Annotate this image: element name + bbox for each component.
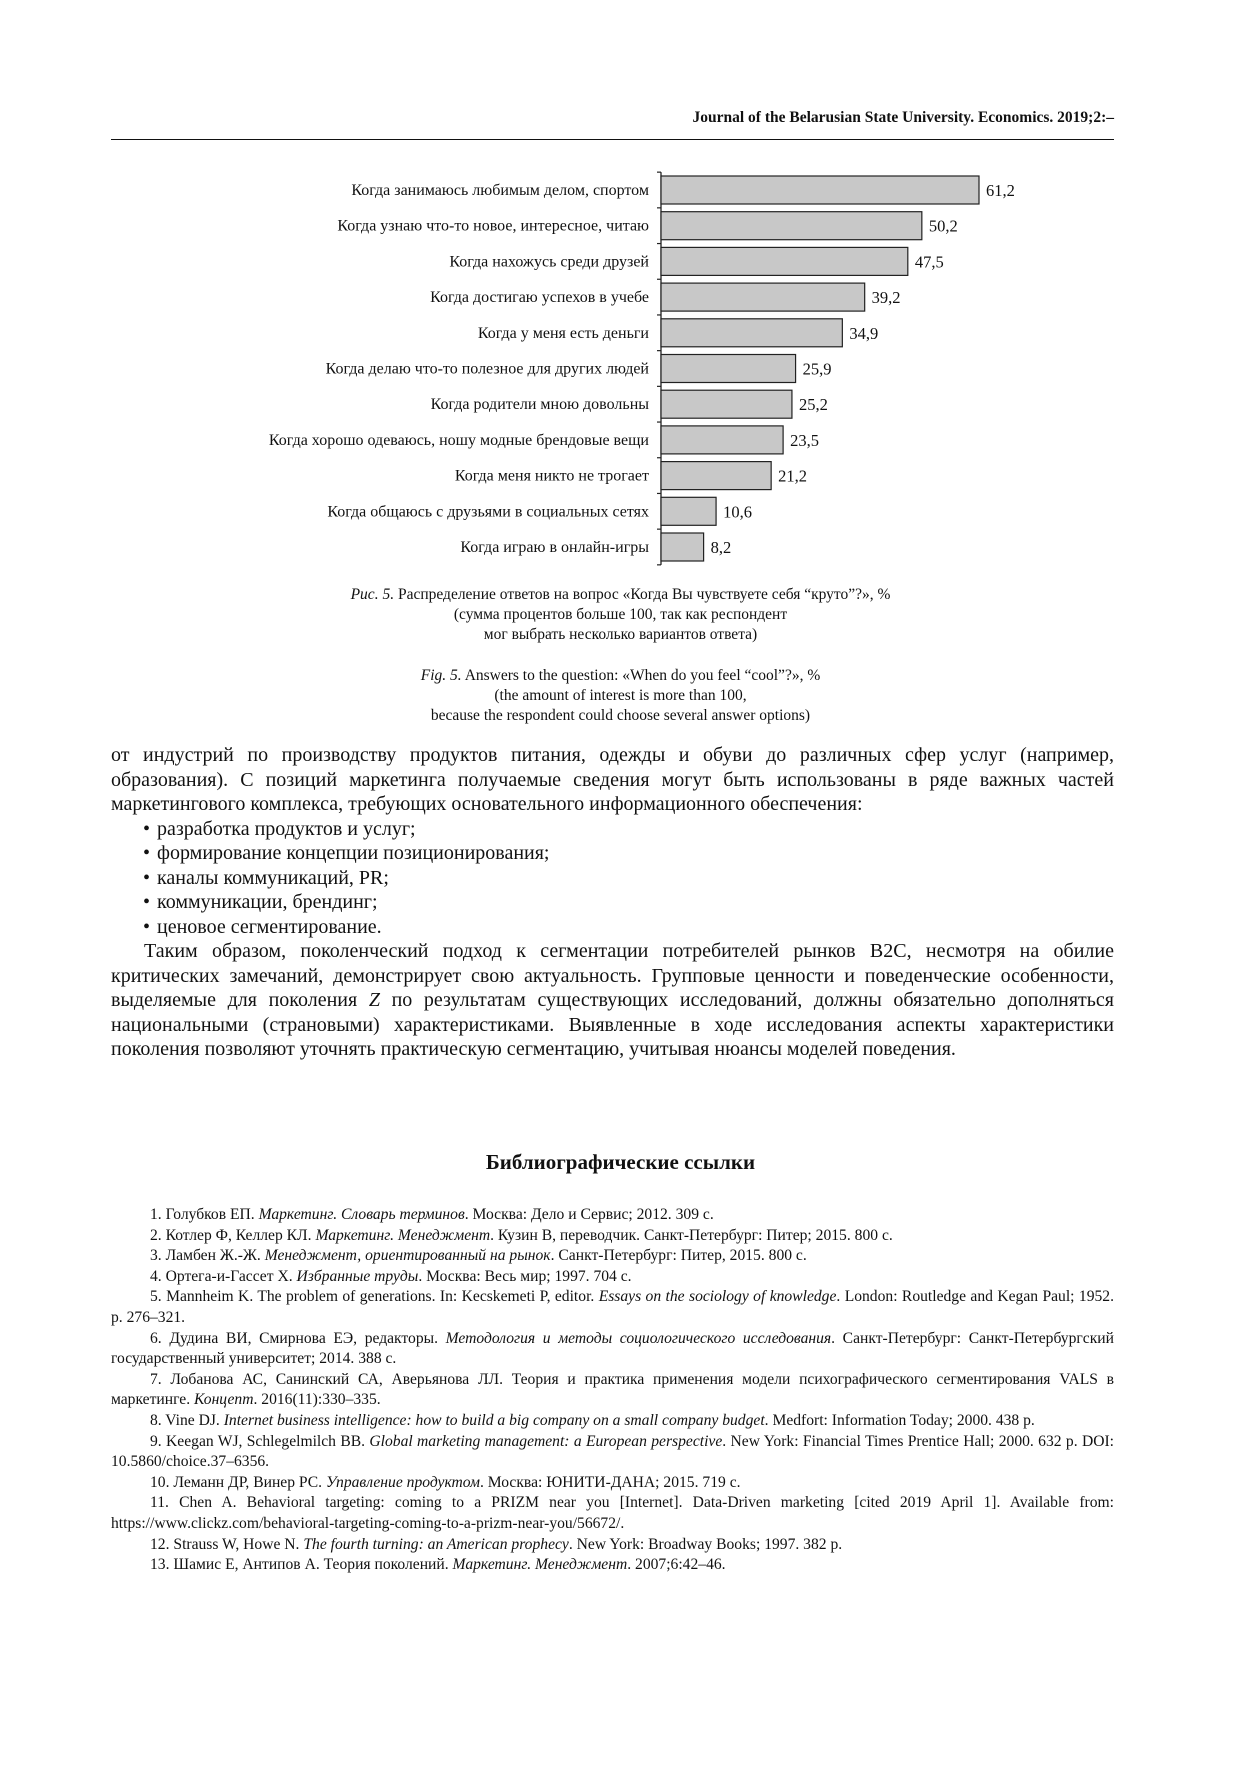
data-label: 21,2 [778, 466, 808, 486]
list-item [111, 866, 1114, 891]
generation-letter: Z [368, 989, 380, 1011]
caption-ru-label: Рис. 5. [350, 586, 395, 603]
ref-text: 3. Ламбен Ж.-Ж. [150, 1247, 265, 1265]
caption-en-line2: (the amount of interest is more than 100, [494, 687, 747, 704]
bar [661, 355, 796, 383]
reference-item [111, 1473, 1114, 1494]
list-item-text: ценовое сегментирование. [157, 915, 382, 938]
ref-text: 2. Котлер Ф, Келлер КЛ. [150, 1226, 316, 1244]
bullet-list [111, 817, 1114, 940]
bar [661, 212, 922, 240]
reference-item [111, 1370, 1114, 1411]
reference-item [111, 1411, 1114, 1432]
reference-item [111, 1555, 1114, 1576]
bullet-mark: • [143, 817, 151, 840]
list-item-text: коммуникации, брендинг; [157, 891, 378, 913]
list-item [111, 890, 1114, 915]
ref-text: 6. Дудина ВИ, Смирнова ЕЭ, редакторы. [150, 1329, 446, 1347]
category-label: Когда узнаю что-то новое, интересное, читаю [337, 217, 649, 235]
data-label: 25,9 [802, 359, 832, 379]
category-label: Когда меня никто не трогает [454, 467, 649, 485]
ref-title: Internet business intelligence: how to build a big company on a small company budget [223, 1411, 765, 1429]
category-label: Когда играю в онлайн-игры [460, 539, 649, 556]
reference-item [111, 1432, 1114, 1473]
bar [661, 319, 842, 347]
bar [661, 462, 771, 490]
list-item [111, 817, 1114, 842]
ref-title: Маркетинг. Менеджмент [315, 1226, 491, 1244]
ref-title: Маркетинг. Словарь терминов [258, 1206, 465, 1223]
paragraph-2 [111, 939, 1114, 1062]
data-label: 23,5 [790, 430, 819, 450]
body-text [111, 743, 1114, 1062]
ref-text: 5. Mannheim K. The problem of generations. In: Kecskemeti P, editor. [150, 1288, 599, 1306]
references-title: Библиографические ссылки [485, 1150, 756, 1174]
data-label: 34,9 [849, 323, 879, 343]
bar [661, 426, 783, 454]
ref-text: . Москва: Весь мир; 1997. 704 с. [418, 1267, 632, 1285]
list-item-text: каналы коммуникаций, PR; [157, 866, 389, 889]
list-item [111, 915, 1114, 940]
data-label: 8,2 [710, 538, 732, 557]
data-label: 50,2 [928, 216, 958, 236]
category-label: Когда занимаюсь любимым делом, спортом [351, 182, 649, 199]
bar [661, 390, 792, 418]
list-item-text: формирование концепции позиционирования; [157, 842, 550, 864]
paragraph-2-part-b: по результатам существующих исследований, должны обязательно дополняться национальными (страновыми) характеристиками. Выявленные в ходе исследования аспекты характеристики поколения позволяют уточнять практическую сегментацию, учитывая нюансы моделей поведения. [111, 989, 1114, 1060]
data-label: 39,2 [871, 288, 901, 308]
caption-ru-line2: (сумма процентов больше 100, так как респондент [453, 606, 788, 623]
bar-chart [0, 160, 1241, 570]
bar [661, 176, 979, 204]
category-label: Когда хорошо одеваюсь, ношу модные брендовые вещи [268, 431, 649, 449]
reference-item [111, 1267, 1114, 1288]
ref-text: . 2007;6:42–46. [627, 1556, 726, 1574]
caption-ru-line1: Распределение ответов на вопрос «Когда Вы чувствуете себя “круто”?», % [394, 586, 891, 603]
reference-item [111, 1493, 1114, 1534]
reference-list [111, 1205, 1114, 1576]
ref-text: . New York: Financial Times Prentice Hall; 2000. 632 p. DOI: 10.5860/choice.37–6356. [111, 1432, 1114, 1471]
header-rule [111, 139, 1114, 140]
reference-item [111, 1329, 1114, 1370]
bar [661, 247, 908, 275]
ref-text: 11. Chen A. Behavioral targeting: coming to a PRIZM near you [Internet]. Data-Driven marketing [cited 2019 April 1]. Available from: https://www.clickz.com/behavioral-targeting-coming-to-a-prizm-near-you/56672/. [111, 1494, 1114, 1532]
ref-title: Global marketing management: a European perspective [369, 1432, 723, 1450]
bullet-mark: • [143, 915, 151, 938]
reference-item [111, 1535, 1114, 1556]
figure-caption-en [0, 666, 1241, 726]
ref-text: . Санкт-Петербург: Питер, 2015. 800 с. [550, 1247, 807, 1265]
reference-item [111, 1226, 1114, 1247]
caption-en-line1: Answers to the question: «When do you feel “cool”?», % [461, 667, 821, 684]
caption-ru-line3: мог выбрать несколько вариантов ответа) [483, 626, 758, 643]
category-label: Когда нахожусь среди друзей [449, 253, 649, 271]
ref-title: Избранные труды [296, 1267, 419, 1285]
ref-text: 9. Keegan WJ, Schlegelmilch BB. [150, 1432, 370, 1450]
ref-text: . Medfort: Information Today; 2000. 438 p. [764, 1411, 1035, 1429]
category-label: Когда достигаю успехов в учебе [430, 289, 649, 307]
ref-text: 10. Леманн ДР, Винер РС. [150, 1473, 326, 1491]
ref-text: 13. Шамис Е, Антипов А. Теория поколений. [150, 1556, 453, 1574]
ref-title: Управление продуктом [325, 1473, 480, 1491]
bullet-mark: • [143, 866, 151, 889]
bar [661, 497, 716, 525]
ref-text: 8. Vine DJ. [150, 1411, 224, 1429]
ref-title: The fourth turning: an American prophecy [303, 1535, 569, 1553]
ref-title: Концепт [194, 1391, 254, 1409]
journal-header: Journal of the Belarusian State University. Economics. 2019;2:– [692, 109, 1114, 126]
data-label: 61,2 [986, 181, 1015, 200]
category-label: Когда общаюсь с друзьями в социальных сетях [327, 503, 649, 521]
ref-title: Методология и методы социологического исследования [445, 1329, 832, 1347]
ref-text: 4. Ортега-и-Гассет Х. [150, 1267, 297, 1285]
ref-title: Маркетинг. Менеджмент [452, 1556, 628, 1574]
ref-text: . Кузин В, переводчик. Санкт-Петербург: Питер; 2015. 800 с. [490, 1226, 893, 1244]
ref-text: 7. Лобанова АС, Санинский СА, Аверьянова ЛЛ. Теория и практика применения модели психографического сегментирования VALS в маркетинге. [111, 1370, 1114, 1409]
caption-en-label: Fig. 5. [420, 667, 462, 684]
bar [661, 283, 865, 311]
category-label: Когда родители мною довольны [430, 396, 649, 414]
ref-text: . 2016(11):330–335. [253, 1391, 381, 1409]
reference-item [111, 1246, 1114, 1267]
category-label: Когда делаю что-то полезное для других людей [325, 360, 649, 378]
paragraph-2-part-a: Таким образом, поколенческий подход к сегментации потребителей рынков B2C, несмотря на обилие критических замечаний, демонстрирует свою актуальность. Групповые ценности и поведенческие особенности, выделяемые для поколения [111, 940, 1114, 1011]
caption-en-line3: because the respondent could choose several answer options) [430, 707, 811, 724]
data-label: 25,2 [798, 395, 828, 415]
ref-text: . Санкт-Петербург: Санкт-Петербургский государственный университет; 2014. 388 с. [111, 1329, 1114, 1368]
list-item [111, 841, 1114, 866]
list-item-text: разработка продуктов и услуг; [157, 817, 416, 840]
category-label: Когда у меня есть деньги [477, 324, 649, 342]
reference-item [111, 1205, 1114, 1226]
ref-text: . New York: Broadway Books; 1997. 382 p. [568, 1535, 843, 1553]
ref-text: 12. Strauss W, Howe N. [150, 1535, 304, 1553]
ref-text: . Москва: Дело и Сервис; 2012. 309 с. [464, 1206, 714, 1223]
ref-title: Менеджмент, ориентированный на рынок [264, 1247, 551, 1265]
bullet-mark: • [143, 891, 151, 913]
ref-text: . Москва: ЮНИТИ-ДАНА; 2015. 719 с. [479, 1473, 741, 1491]
data-label: 10,6 [723, 502, 752, 522]
figure-caption-ru [0, 585, 1241, 645]
reference-item [111, 1287, 1114, 1328]
bar [661, 533, 704, 561]
ref-title: Essays on the sociology of knowledge [598, 1288, 837, 1306]
data-label: 47,5 [914, 252, 944, 272]
ref-text: 1. Голубков ЕП. [150, 1206, 259, 1223]
paragraph-1: от индустрий по производству продуктов питания, одежды и обуви до различных сфер услуг (например, образования). С позиций маркетинга получаемые сведения могут быть использованы в ряде важных частей маркетингового комплекса, требующих основательного информационного обеспечения: [111, 744, 1114, 815]
bullet-mark: • [143, 842, 151, 864]
ref-text: . London: Routledge and Kegan Paul; 1952. p. 276–321. [111, 1288, 1114, 1326]
